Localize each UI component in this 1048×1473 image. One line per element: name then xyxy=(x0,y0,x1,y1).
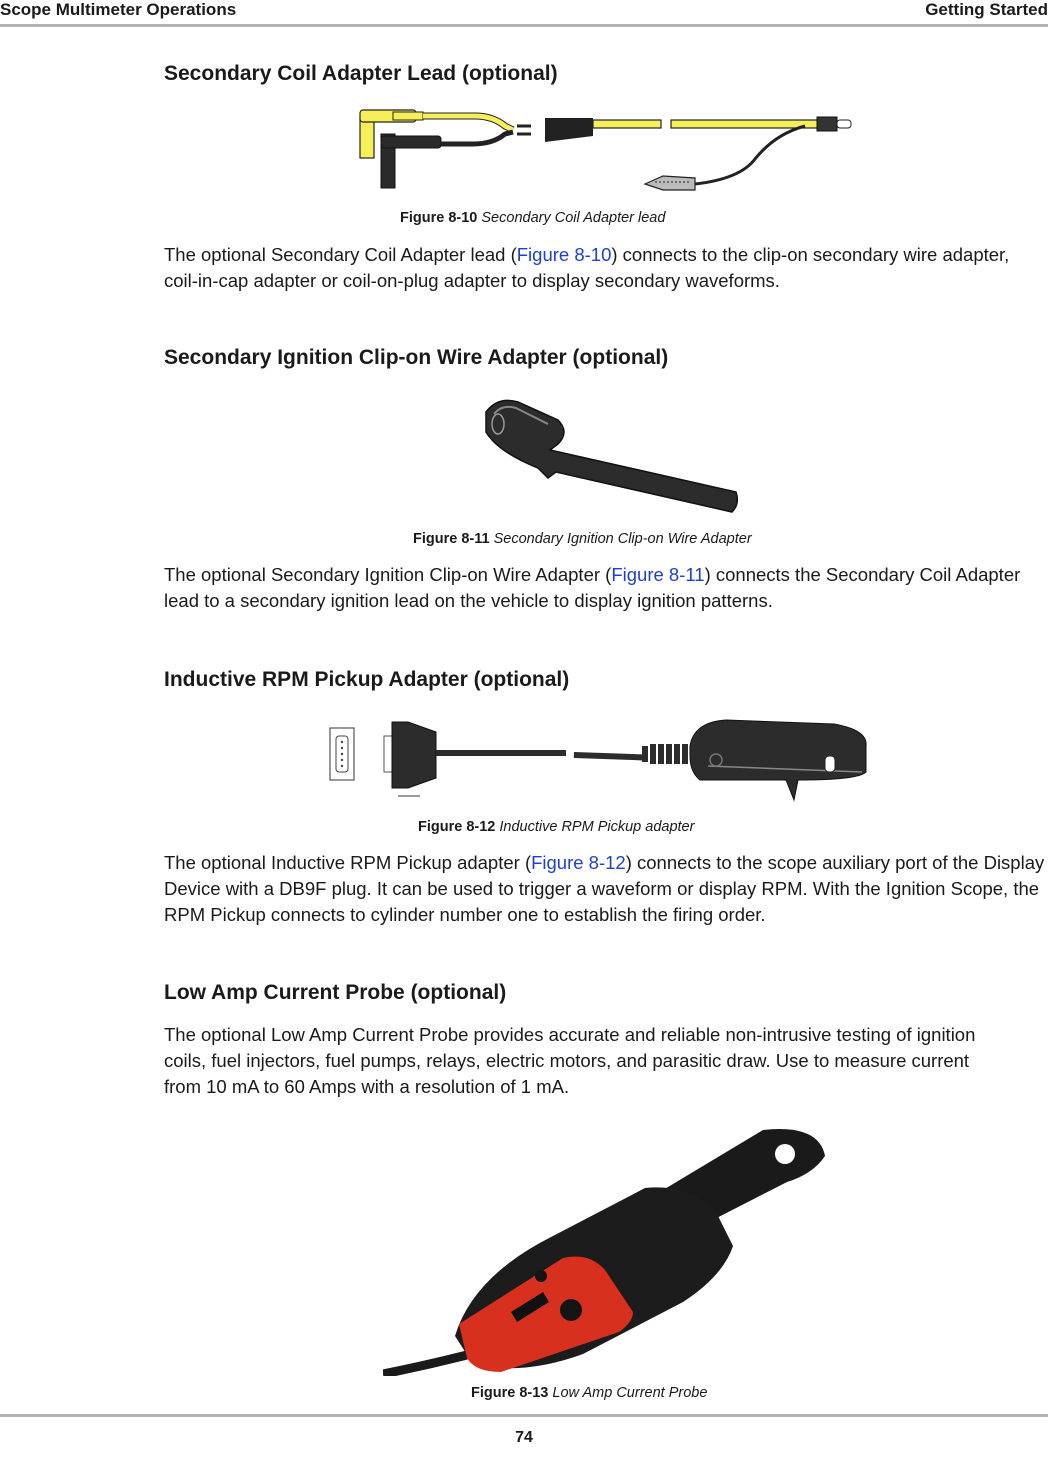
footer-rule xyxy=(0,1414,1048,1417)
figure-8-11-link[interactable]: Figure 8-11 xyxy=(611,564,705,585)
section-title-rpm-pickup: Inductive RPM Pickup Adapter (optional) xyxy=(164,668,570,691)
figure-8-11-illustration xyxy=(478,392,740,517)
header-right-title: Getting Started xyxy=(925,0,1048,19)
figure-8-12-link[interactable]: Figure 8-12 xyxy=(531,852,626,873)
figure-8-13-illustration xyxy=(383,1126,828,1376)
section-title-low-amp-probe: Low Amp Current Probe (optional) xyxy=(164,981,507,1004)
header-left-title: Scope Multimeter Operations xyxy=(0,0,237,19)
figure-8-10-link[interactable]: Figure 8-10 xyxy=(516,244,612,265)
section-body-rpm-pickup: The optional Inductive RPM Pickup adapter (Figure 8-12) connects to the scope auxiliary port of the Display Device with a DB9F plug. It can be used to trigger a waveform or display RPM. With the Ignition Scope, the RPM Pickup connects to cylinder number one to establish the firing order. xyxy=(164,852,1045,925)
section-title-coil-lead: Secondary Coil Adapter Lead (optional) xyxy=(164,62,558,85)
page-number: 74 xyxy=(515,1429,533,1446)
section-body-clip-on-adapter: The optional Secondary Ignition Clip-on Wire Adapter (Figure 8-11) connects the Secondary Coil Adapter lead to a secondary ignition lead on the vehicle to display ignition patterns. xyxy=(164,564,1021,611)
figure-8-12-caption: Figure 8-12 Inductive RPM Pickup adapter xyxy=(418,819,695,835)
figure-8-10-illustration xyxy=(355,104,860,192)
section-title-clip-on-adapter: Secondary Ignition Clip-on Wire Adapter (optional) xyxy=(164,346,669,369)
figure-8-11-caption: Figure 8-11 Secondary Ignition Clip-on Wire Adapter xyxy=(413,531,752,547)
section-body-coil-lead: The optional Secondary Coil Adapter lead (Figure 8-10) connects to the clip-on secondary wire adapter, coil-in-cap adapter or coil-on-plug adapter to display secondary waveforms. xyxy=(164,244,1010,291)
header-rule xyxy=(0,24,1048,27)
figure-8-12-illustration xyxy=(328,716,870,802)
figure-8-13-caption: Figure 8-13 Low Amp Current Probe xyxy=(471,1385,708,1401)
section-body-low-amp-probe: The optional Low Amp Current Probe provides accurate and reliable non-intrusive testing of ignition coils, fuel injectors, fuel pumps, relays, electric motors, and parasitic draw. Use to measure current from 10 mA to 60 Amps with a resolution of 1 mA. xyxy=(164,1024,976,1097)
figure-8-10-caption: Figure 8-10 Secondary Coil Adapter lead xyxy=(400,210,666,226)
